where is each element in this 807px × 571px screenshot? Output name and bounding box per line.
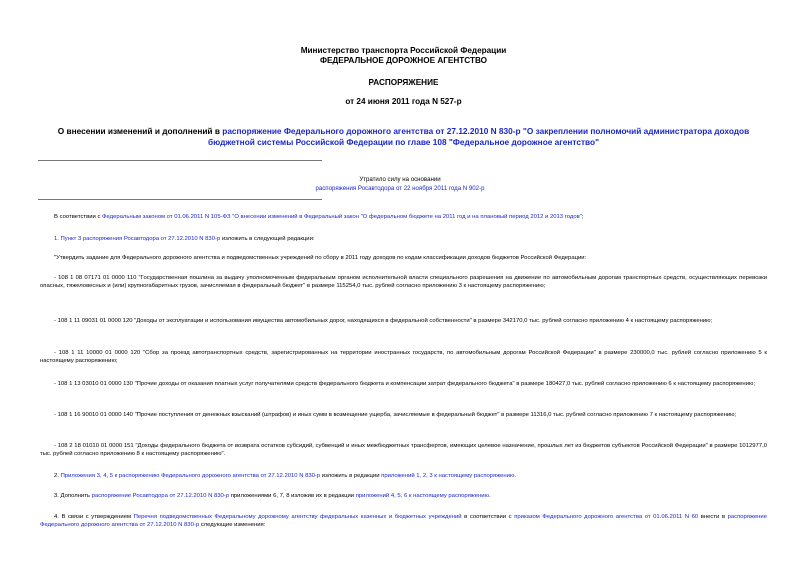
list-item: - 108 2 18 01010 01 0000 151 "Доходы федерального бюджета от возврата остатков субсидий, субвенций и иных межбюджетных трансфертов, имеющих целевое назначение, прошлых лет из бюджетов субъектов Российской Федерации" в размере 1012977,0 тыс. рублей согласно приложению 8 к настоящему распоряжению". bbox=[40, 443, 767, 458]
p3-link-1[interactable]: распоряжение Росавтодора от 27.12.2010 N 830-р bbox=[91, 493, 230, 499]
p2-link-2[interactable]: приложений 1, 2, 3 к настоящему распоряжению bbox=[381, 473, 515, 479]
p4-link-2[interactable]: приказом Федерального дорожного агентства от 01.06.2011 N 60 bbox=[514, 514, 699, 520]
text: 4. В связи с утверждением bbox=[54, 514, 134, 520]
status-note-line: Утратило силу на основании bbox=[359, 176, 441, 183]
doc-date: от 24 июня 2011 года N 527-р bbox=[345, 97, 462, 106]
paragraph-1 bbox=[40, 235, 767, 243]
divider-bottom bbox=[38, 199, 322, 200]
text: ; bbox=[581, 214, 584, 220]
agency-name: ФЕДЕРАЛЬНОЕ ДОРОЖНОЕ АГЕНТСТВО bbox=[319, 56, 488, 65]
doc-title bbox=[40, 126, 767, 147]
federal-law-link[interactable]: Федеральным законом от 01.06.2011 N 105-ФЗ "О внесении изменений в Федеральный закон "О федеральном бюджете на 2011 год и на плановый период 2012 и 2013 годов" bbox=[102, 214, 582, 220]
list-item: - 108 1 13 03010 01 0000 130 "Прочие доходы от оказания платных услуг получателями средств федерального бюджета и компенсации затрат федерального бюджета" в размере 180427,0 тыс. рублей согласно приложению 6 к настоящему распоряжению; bbox=[54, 381, 756, 387]
text: 2. bbox=[54, 473, 61, 479]
list-item: - 108 1 08 07171 01 0000 110 "Государственная пошлина за выдачу уполномоченным федеральным органом исполнительной власти специального разрешения на движение по автомобильным дорогам транспортных средств, осуществляющих перевозки опасных, тяжеловесных и (или) крупногабаритных грузов, зачисляемая в федеральный бюджет" в размере 115254,0 тыс. рублей согласно приложению 3 к настоящему распоряжению; bbox=[40, 275, 767, 290]
p1-link[interactable]: 1. Пункт 3 распоряжения Росавтодора от 27.12.2010 N 830-р bbox=[54, 236, 221, 242]
text: изложить в следующей редакции: bbox=[220, 236, 315, 242]
p2-link-1[interactable]: Приложения 3, 4, 5 к распоряжению Федерального дорожного агентства от 27.12.2010 N 830-р bbox=[60, 473, 321, 479]
status-note-link[interactable]: распоряжения Росавтодора от 22 ноября 2011 года N 902-р bbox=[315, 185, 485, 192]
list-item: - 108 1 11 09031 01 0000 120 "Доходы от эксплуатации и использования имущества автомобильных дорог, находящихся в федеральной собственности" в размере 342170,0 тыс. рублей согласно приложению 4 к настоящему распоряжению; bbox=[54, 318, 713, 324]
list-item: - 108 1 16 90010 01 0000 140 "Прочие поступления от денежных взысканий (штрафов) и иных сумм в возмещение ущерба, зачисляемые в федеральный бюджет" в размере 11316,0 тыс. рублей согласно приложению 7 к настоящему распоряжению; bbox=[54, 412, 737, 418]
title-link[interactable]: распоряжение Федерального дорожного агентства от 27.12.2010 N 830-р "О закреплении полномочий администратора доходов бюджетной системы Российской Федерации по главе 108 "Федеральное дорожное агентство" bbox=[207, 126, 750, 147]
text: В соответствии с bbox=[54, 214, 103, 220]
p3-link-2[interactable]: приложений 4, 5, 6 к настоящему распоряжению bbox=[355, 493, 489, 499]
paragraph-intro bbox=[40, 213, 767, 221]
title-prefix: О внесении изменений и дополнений в bbox=[57, 126, 223, 136]
doc-type: РАСПОРЯЖЕНИЕ bbox=[368, 78, 439, 87]
text: . bbox=[488, 493, 491, 499]
text: следующие изменения: bbox=[199, 522, 266, 529]
text: приложениями 6, 7, 8 изложив их в редакции bbox=[229, 493, 356, 499]
text: изложить в редакции bbox=[320, 473, 382, 479]
text: внести в bbox=[698, 514, 728, 520]
ministry-name: Министерство транспорта Российской Федерации bbox=[300, 46, 507, 55]
p4-link-3[interactable]: распоряжение Федерального дорожного агентства от 27.12.2010 N 830-р bbox=[40, 514, 767, 529]
divider-top bbox=[38, 160, 322, 161]
list-item: - 108 1 11 10000 01 0000 120 "Сбор за проезд автотранспортных средств, зарегистрированных на территории иностранных государств, по автомобильным дорогам Российской Федерации" в размере 230000,0 тыс. рублей согласно приложению 5 к настоящему распоряжению; bbox=[40, 350, 767, 365]
paragraph-4 bbox=[40, 513, 767, 530]
text: . bbox=[514, 473, 517, 479]
paragraph-quote: "Утвердить задание для Федерального дорожного агентства и подведомственных учреждений по сбору в 2011 году доходов по кодам классификации доходов бюджетов Российской Федерации: bbox=[54, 255, 587, 261]
paragraph-3 bbox=[40, 492, 767, 500]
text: 3. Дополнить bbox=[54, 493, 92, 499]
paragraph-2 bbox=[40, 472, 767, 480]
text: в соответствии с bbox=[461, 514, 515, 520]
p4-link-1[interactable]: Перечня подведомственных Федеральному дорожному агентству федеральных казенных и бюджетных учреждений bbox=[133, 514, 462, 520]
